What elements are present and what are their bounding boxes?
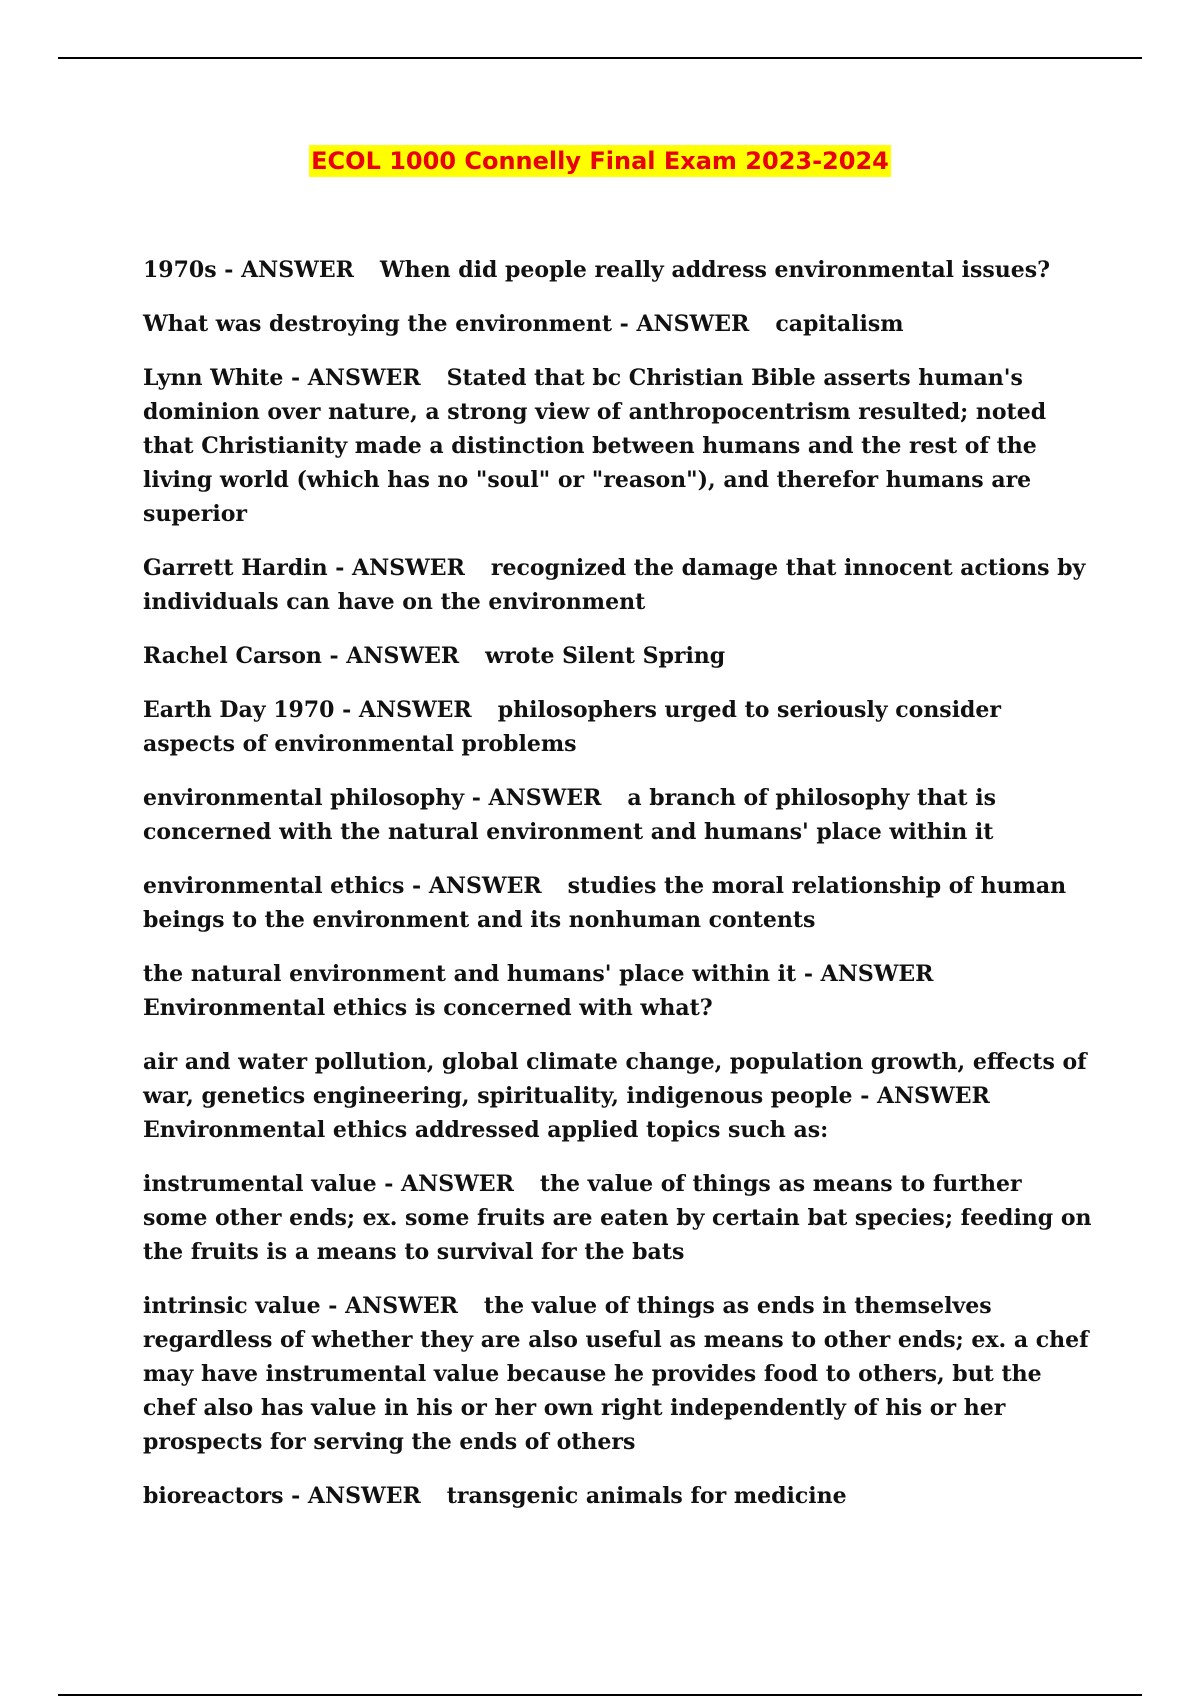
qa-definition: Stated that bc Christian Bible asserts human's dominion over nature, a strong view of anthropocentrism resulted; noted that Christianity made a distinction between humans and the rest of the living world (which has no "soul" or "reason"), and therefor humans are superior bbox=[143, 365, 1047, 527]
qa-entry bbox=[143, 693, 1093, 761]
qa-term: Rachel Carson - ANSWER bbox=[143, 643, 460, 669]
qa-term: environmental ethics - ANSWER bbox=[143, 873, 542, 899]
qa-term: bioreactors - ANSWER bbox=[143, 1483, 421, 1509]
qa-entry bbox=[143, 781, 1093, 849]
qa-definition: wrote Silent Spring bbox=[485, 643, 726, 669]
qa-entry bbox=[143, 1045, 1093, 1147]
qa-entry bbox=[143, 869, 1093, 937]
qa-entry bbox=[143, 957, 1093, 1025]
qa-term: 1970s - ANSWER bbox=[143, 257, 354, 283]
bottom-rule bbox=[58, 1694, 1142, 1696]
qa-entry bbox=[143, 253, 1093, 287]
qa-definition: a branch of philosophy that is concerned with the natural environment and humans' place within it bbox=[143, 785, 996, 845]
qa-entry bbox=[143, 551, 1093, 619]
qa-entry bbox=[143, 361, 1093, 531]
qa-entry bbox=[143, 1289, 1093, 1459]
document-title: ECOL 1000 Connelly Final Exam 2023-2024 bbox=[311, 147, 889, 175]
qa-term: Garrett Hardin - ANSWER bbox=[143, 555, 465, 581]
qa-definition: transgenic animals for medicine bbox=[446, 1483, 847, 1509]
qa-definition: recognized the damage that innocent actions by individuals can have on the environment bbox=[143, 555, 1086, 615]
qa-term: instrumental value - ANSWER bbox=[143, 1171, 514, 1197]
qa-definition: the value of things as ends in themselves regardless of whether they are also useful as means to other ends; ex. a chef may have instrumental value because he provides food to others, but the chef also has value in his or her own right independently of his or her prospects for serving the ends of others bbox=[143, 1293, 1089, 1455]
qa-term: intrinsic value - ANSWER bbox=[143, 1293, 458, 1319]
qa-definition: studies the moral relationship of human beings to the environment and its nonhuman contents bbox=[143, 873, 1067, 933]
qa-definition: the value of things as means to further some other ends; ex. some fruits are eaten by certain bat species; feeding on the fruits is a means to survival for the bats bbox=[143, 1171, 1092, 1265]
qa-term: What was destroying the environment - ANSWER bbox=[143, 311, 750, 337]
qa-definition: philosophers urged to seriously consider aspects of environmental problems bbox=[143, 697, 1002, 757]
top-rule bbox=[58, 57, 1142, 59]
qa-term: environmental philosophy - ANSWER bbox=[143, 785, 602, 811]
qa-term: the natural environment and humans' place within it - ANSWER bbox=[143, 961, 934, 987]
title-container bbox=[0, 145, 1200, 177]
qa-term: Earth Day 1970 - ANSWER bbox=[143, 697, 472, 723]
qa-term: air and water pollution, global climate change, population growth, effects of war, genetics engineering, spirituality, indigenous people - ANSWER bbox=[143, 1049, 1087, 1109]
qa-entry bbox=[143, 1479, 1093, 1513]
qa-entry bbox=[143, 307, 1093, 341]
qa-entry bbox=[143, 639, 1093, 673]
qa-definition: Environmental ethics is concerned with what? bbox=[143, 995, 713, 1021]
qa-entry bbox=[143, 1167, 1093, 1269]
qa-definition: When did people really address environmental issues? bbox=[379, 257, 1051, 283]
qa-definition: Environmental ethics addressed applied topics such as: bbox=[143, 1117, 829, 1143]
qa-definition: capitalism bbox=[775, 311, 904, 337]
qa-list bbox=[143, 253, 1093, 1533]
qa-term: Lynn White - ANSWER bbox=[143, 365, 421, 391]
